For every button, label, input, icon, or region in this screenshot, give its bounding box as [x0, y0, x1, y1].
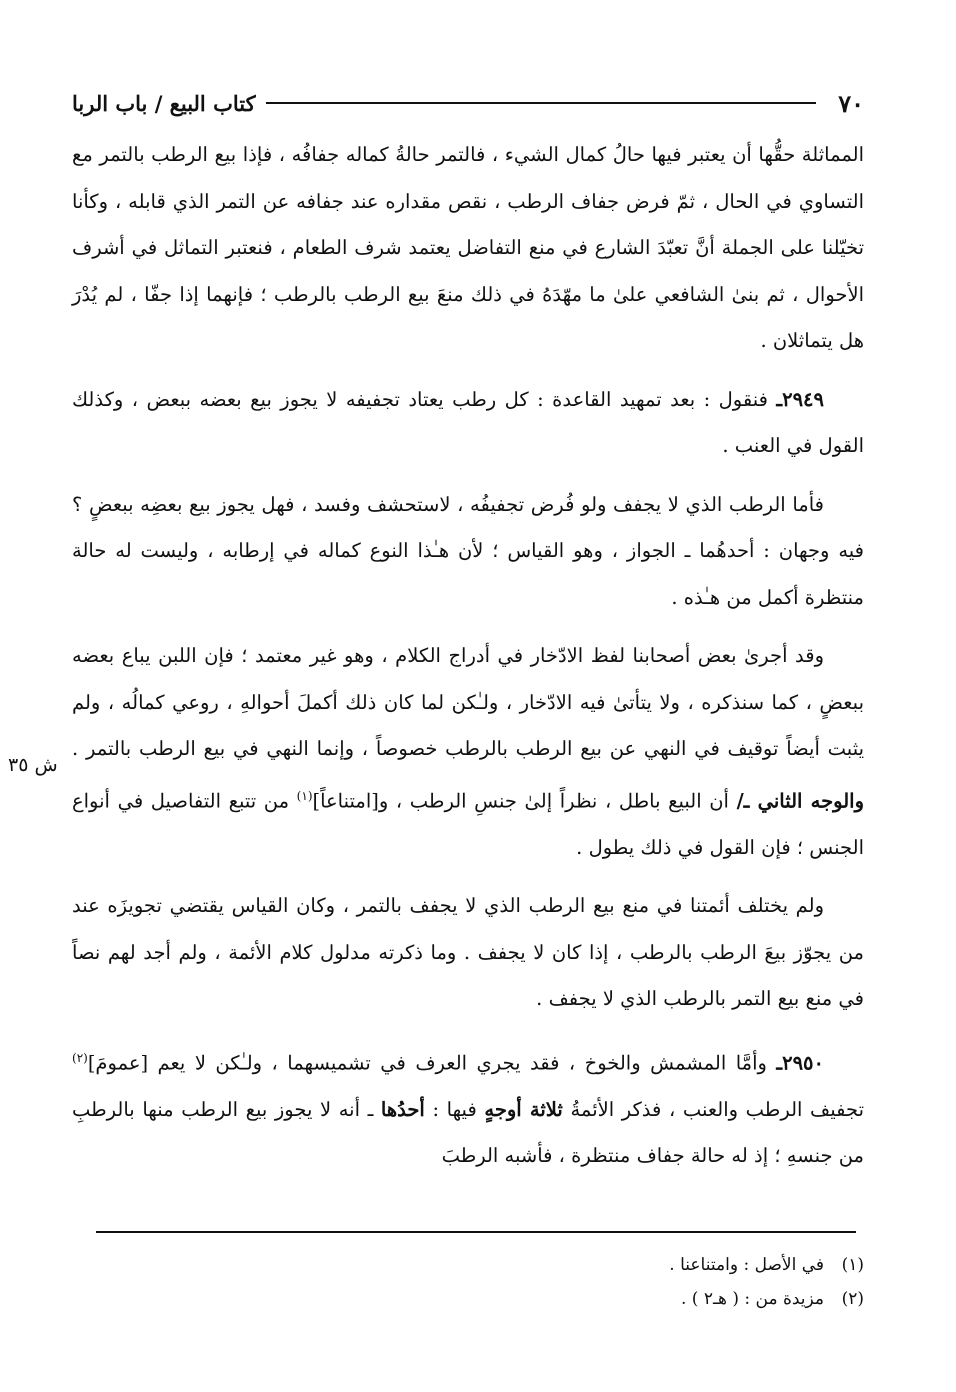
paragraph-text: أن البيع باطل ، نظراً إلىٰ جنسِ الرطب ، و[امتناعاً]: [312, 789, 737, 812]
manuscript-margin-note: ش ٣٥: [8, 754, 58, 776]
footnote-ref-1[interactable]: (١): [296, 788, 313, 803]
paragraph-text: ـ أنه لا يجوز بيع الرطب منها بالرطبِ من جنسهِ ؛ إذ له حالة جفاف منتظرة ، فأشبه الرطبَ: [72, 1097, 864, 1167]
paragraph-1: المماثلة حقُّها أن يعتبر فيها حالُ كمال الشيء ، فالتمر حالةُ كماله جفافُه ، فإذا بيع الرطب بالتمر مع التساوي في الحال ، ثمّ فرض جفاف الرطب ، نقص مقداره عند جفافه عن التمر الذي قابله ، وكأنا تخيّلنا على الجملة أنَّ تعبّدَ الشارع في منع التفاضل يعتمد شرف الطعام ، فنعتبر التماثل في أشرف الأحوال ، ثم بنىٰ الشافعي علىٰ ما مهّدَهُ في ذلك منعَ بيع الرطب بالرطب ؛ فإنهما إذا جفّا ، لم يُدْرَ هل يتماثلان .: [72, 143, 864, 352]
footnote-1: [669, 1248, 864, 1282]
paragraph-4: [72, 633, 864, 871]
footnote-text: مزيدة من : ( هـ٢ ) .: [681, 1289, 824, 1309]
footnote-text: في الأصل : وامتناعنا .: [669, 1255, 824, 1275]
chapter-title: كتاب البيع / باب الربا: [72, 90, 256, 116]
paragraph-5: ولم يختلف أئمتنا في منع بيع الرطب الذي لا يجفف بالتمر ، وكان القياس يقتضي تجويزَه عند من يجوّز بيعَ الرطب بالرطب ، إذا كان لا يجفف . وما ذكرته مدلول كلام الأئمة ، ولم أجد لهم نصاً في منع بيع التمر بالرطب الذي لا يجفف .: [72, 894, 864, 1010]
bold-phrase: أحدُها: [380, 1097, 425, 1121]
paragraph-text: وأمَّا المشمش والخوخ ، فقد يجري العرف في تشميسهما ، ولـٰكن لا يعم [عمومَ]: [87, 1051, 777, 1074]
footnotes: [669, 1248, 864, 1316]
footnote-ref-2[interactable]: (٢): [72, 1050, 88, 1065]
running-header: [72, 80, 864, 126]
header-rule: [266, 102, 817, 104]
paragraph-text: وقد أجرىٰ بعض أصحابنا لفظ الادّخار في أدراج الكلام ، وهو غير معتمد ؛ فإن اللبن يباع بعضه ببعضٍ ، كما سنذكره ، ولا يتأتىٰ فيه الادّخار ، ولـٰكن لما كان ذلك أكملَ أحوالهِ ، روعي كمالُه ، ولم يثبت أيضاً توقيف في النهي عن بيع الرطب بالرطب خصوصاً ، وإنما النهي في بيع الرطب بالتمر .: [72, 644, 864, 760]
paragraph-3: فأما الرطب الذي لا يجفف ولو فُرض تجفيفُه ، لاستحشف وفسد ، فهل يجوز بيع بعضِه ببعضٍ ؟ فيه وجهان : أحدهُما ـ الجواز ، وهو القياس ؛ لأن هـٰذا النوع كماله في إرطابه ، وليست له حالة منتظرة أكمل من هـٰذه .: [72, 492, 864, 609]
footnote-number: (١): [841, 1255, 864, 1275]
paragraph-2949: [72, 377, 864, 470]
footnote-2: [669, 1282, 864, 1316]
footnote-number: (٢): [841, 1289, 864, 1309]
page-content: [72, 80, 864, 1180]
bold-phrase: ثلاثة أوجهٍ: [484, 1097, 563, 1121]
paragraph-text: فنقول : بعد تمهيد القاعدة : كل رطب يعتاد تجفيفه لا يجوز بيع بعضه ببعض ، وكذلك القول في العنب .: [72, 387, 864, 457]
paragraph-text: من تتبع التفاصيل في أنواع الجنس ؛ فإن القول في ذلك يطول .: [72, 789, 864, 859]
page-number: ٧٠: [838, 88, 864, 118]
footnote-separator: [96, 1231, 856, 1233]
body-text: [72, 132, 864, 1180]
paragraph-text: فيها :: [424, 1097, 485, 1121]
paragraph-text: تجفيف الرطب والعنب ، فذكر الأئمةُ: [562, 1097, 864, 1121]
issue-number: ٢٩٤٩ـ: [776, 387, 824, 411]
paragraph-2950: [72, 1035, 864, 1180]
bold-phrase: والوجه الثاني ـ/: [736, 789, 864, 812]
issue-number: ٢٩٥٠ـ: [776, 1051, 824, 1074]
